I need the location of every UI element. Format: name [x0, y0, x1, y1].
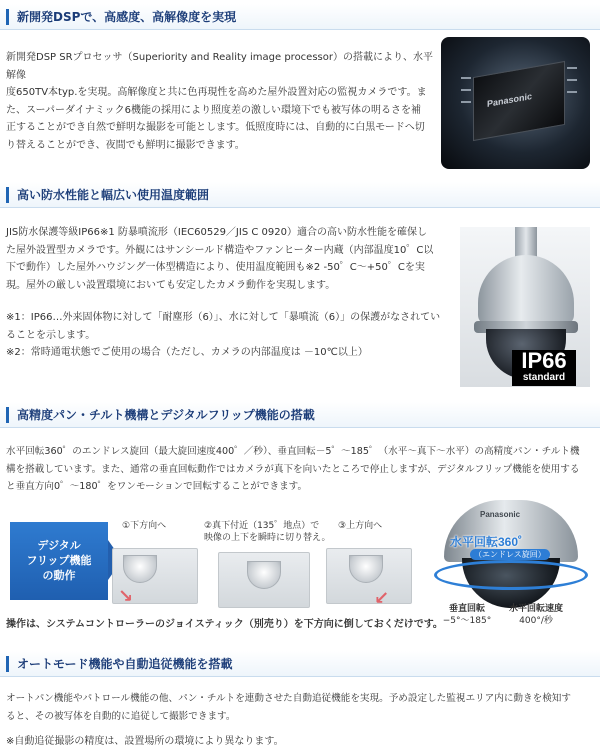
- section-header-automode: [0, 651, 600, 677]
- rotation-ring-icon: [434, 560, 588, 590]
- tilt-spec: 垂直回転 −5°〜185°: [442, 604, 492, 626]
- body-line: た、スーパーダイナミック6機能の採用により照度差の激しい環境下でも被写体の明るさを補: [6, 104, 421, 116]
- ip66-badge: IP66 standard: [512, 350, 576, 386]
- rotate-arrow-icon: ↘: [118, 586, 134, 607]
- body-line: と垂直方向0゜～180゜をワンモーションで回転することができます。: [6, 481, 308, 492]
- section-body-waterproof: [6, 224, 456, 294]
- pan-speed-spec: 水平回転速度 400°/秒: [508, 604, 563, 626]
- body-line: 新開発DSP SRプロセッサ（Superiority and Reality image processor）の搭載により、水平解像: [6, 52, 433, 81]
- camera-icon: [247, 561, 281, 589]
- section-body-pantilt: [6, 443, 598, 496]
- section-header-dsp: [0, 4, 600, 30]
- body-line: 下で動作）した屋外ハウジング一体型構造により、使用温度範囲も※2 -50゜C～+50゜Cを実: [6, 262, 425, 273]
- note-line: ることを示します。: [6, 329, 96, 341]
- body-line: JIS防水保護等級IP66※1 防暴噴流形（IEC60529／JIS C 0920）適合の高い防水性能を確保し: [6, 227, 427, 238]
- pan-rotation-sublabel: （エンドレス旋回）: [470, 549, 550, 560]
- section-title: 高い防水性能と幅広い使用温度範囲: [17, 188, 210, 202]
- section-title: オートモード機能や自動追従機能を搭載: [17, 657, 233, 671]
- diagram-caption: 操作は、システムコントローラーのジョイスティック（別売り）を下方向に倒しておくだけです。: [6, 619, 443, 630]
- body-line: 構を搭載しています。また、通常の垂直回転動作ではカメラが真下を向いたところで停止しますが、デジタルフリップ機能を使用する: [6, 463, 580, 475]
- section-header-waterproof: [0, 182, 600, 208]
- section-body-automode: [6, 690, 598, 725]
- section-body-dsp: [6, 49, 436, 154]
- note-line: ※1：IP66…外来固体物に対して「耐塵形（6）」、水に対して「暴噴流（6）」の保護がなされてい: [6, 312, 441, 323]
- step-3-label: ③上方向へ: [338, 521, 383, 531]
- step-2-label: ②真下付近（135゜地点）で 映像の上下を瞬時に切り替え。: [204, 521, 331, 543]
- body-line: り替えることができ、夜間でも鮮明に撮影できます。: [6, 139, 245, 151]
- body-line: 水平回転360゜のエンドレス旋回（最大旋回速度400゜／秒）、垂直回転－5゜～185゜（水平～真下～水平）の高精度パン・チルト機: [6, 446, 580, 457]
- body-line: 正することができ自然で鮮明な撮影を可能とします。低照度時には、自動的に白黒モードへ切: [6, 122, 425, 133]
- rotate-arrow-icon: ↙: [374, 588, 390, 609]
- body-line: ると、その被写体を自動的に追従して撮影できます。: [6, 710, 236, 722]
- digital-flip-label-box: デジタル フリップ機能 の動作: [10, 522, 108, 600]
- step-2-panel: [218, 552, 310, 608]
- heading-bar: [6, 187, 9, 203]
- heading-bar: [6, 9, 9, 25]
- body-line: 現。屋外の厳しい設置環境においても安定したカメラ動作を実現します。: [6, 279, 336, 291]
- body-line: 度650TV本typ.を実現。高解像度と共に色再現性を高めた屋外設置対応の監視カメラです。ま: [6, 87, 427, 98]
- note-line: ※自動追従撮影の精度は、設置場所の環境により異なります。: [6, 736, 284, 747]
- dsp-chip-image: [441, 37, 590, 169]
- camera-brand-logo: Panasonic: [480, 510, 521, 519]
- camera-icon: [123, 555, 157, 583]
- step-3-panel: [326, 548, 412, 604]
- section-title: 新開発DSPで、高感度、高解像度を実現: [17, 10, 237, 24]
- camera-icon: [349, 555, 383, 583]
- section-title: 高精度パン・チルト機構とデジタルフリップ機能の搭載: [17, 408, 315, 422]
- body-line: オートパン機能やパトロール機能の他、パン・チルトを連動させた自動追従機能を実現。予め設定した監視エリア内に動きを検知す: [6, 693, 571, 704]
- section-header-pantilt: [0, 402, 600, 428]
- step-1-label: ①下方向へ: [122, 521, 167, 531]
- section-notes-automode: [6, 733, 598, 751]
- chip-brand-logo: Panasonic: [487, 91, 533, 109]
- note-line: ※2：常時通電状態でご使用の場合（ただし、カメラの内部温度は －10℃以上）: [6, 347, 368, 358]
- heading-bar: [6, 407, 9, 423]
- heading-bar: [6, 656, 9, 672]
- section-notes-waterproof: [6, 309, 456, 362]
- pan-rotation-label: 水平回転360゜: [450, 535, 531, 549]
- body-line: た屋外設置型カメラです。外観にはサンシールド構造やファンヒーター内蔵（内部温度10゜C以: [6, 244, 434, 256]
